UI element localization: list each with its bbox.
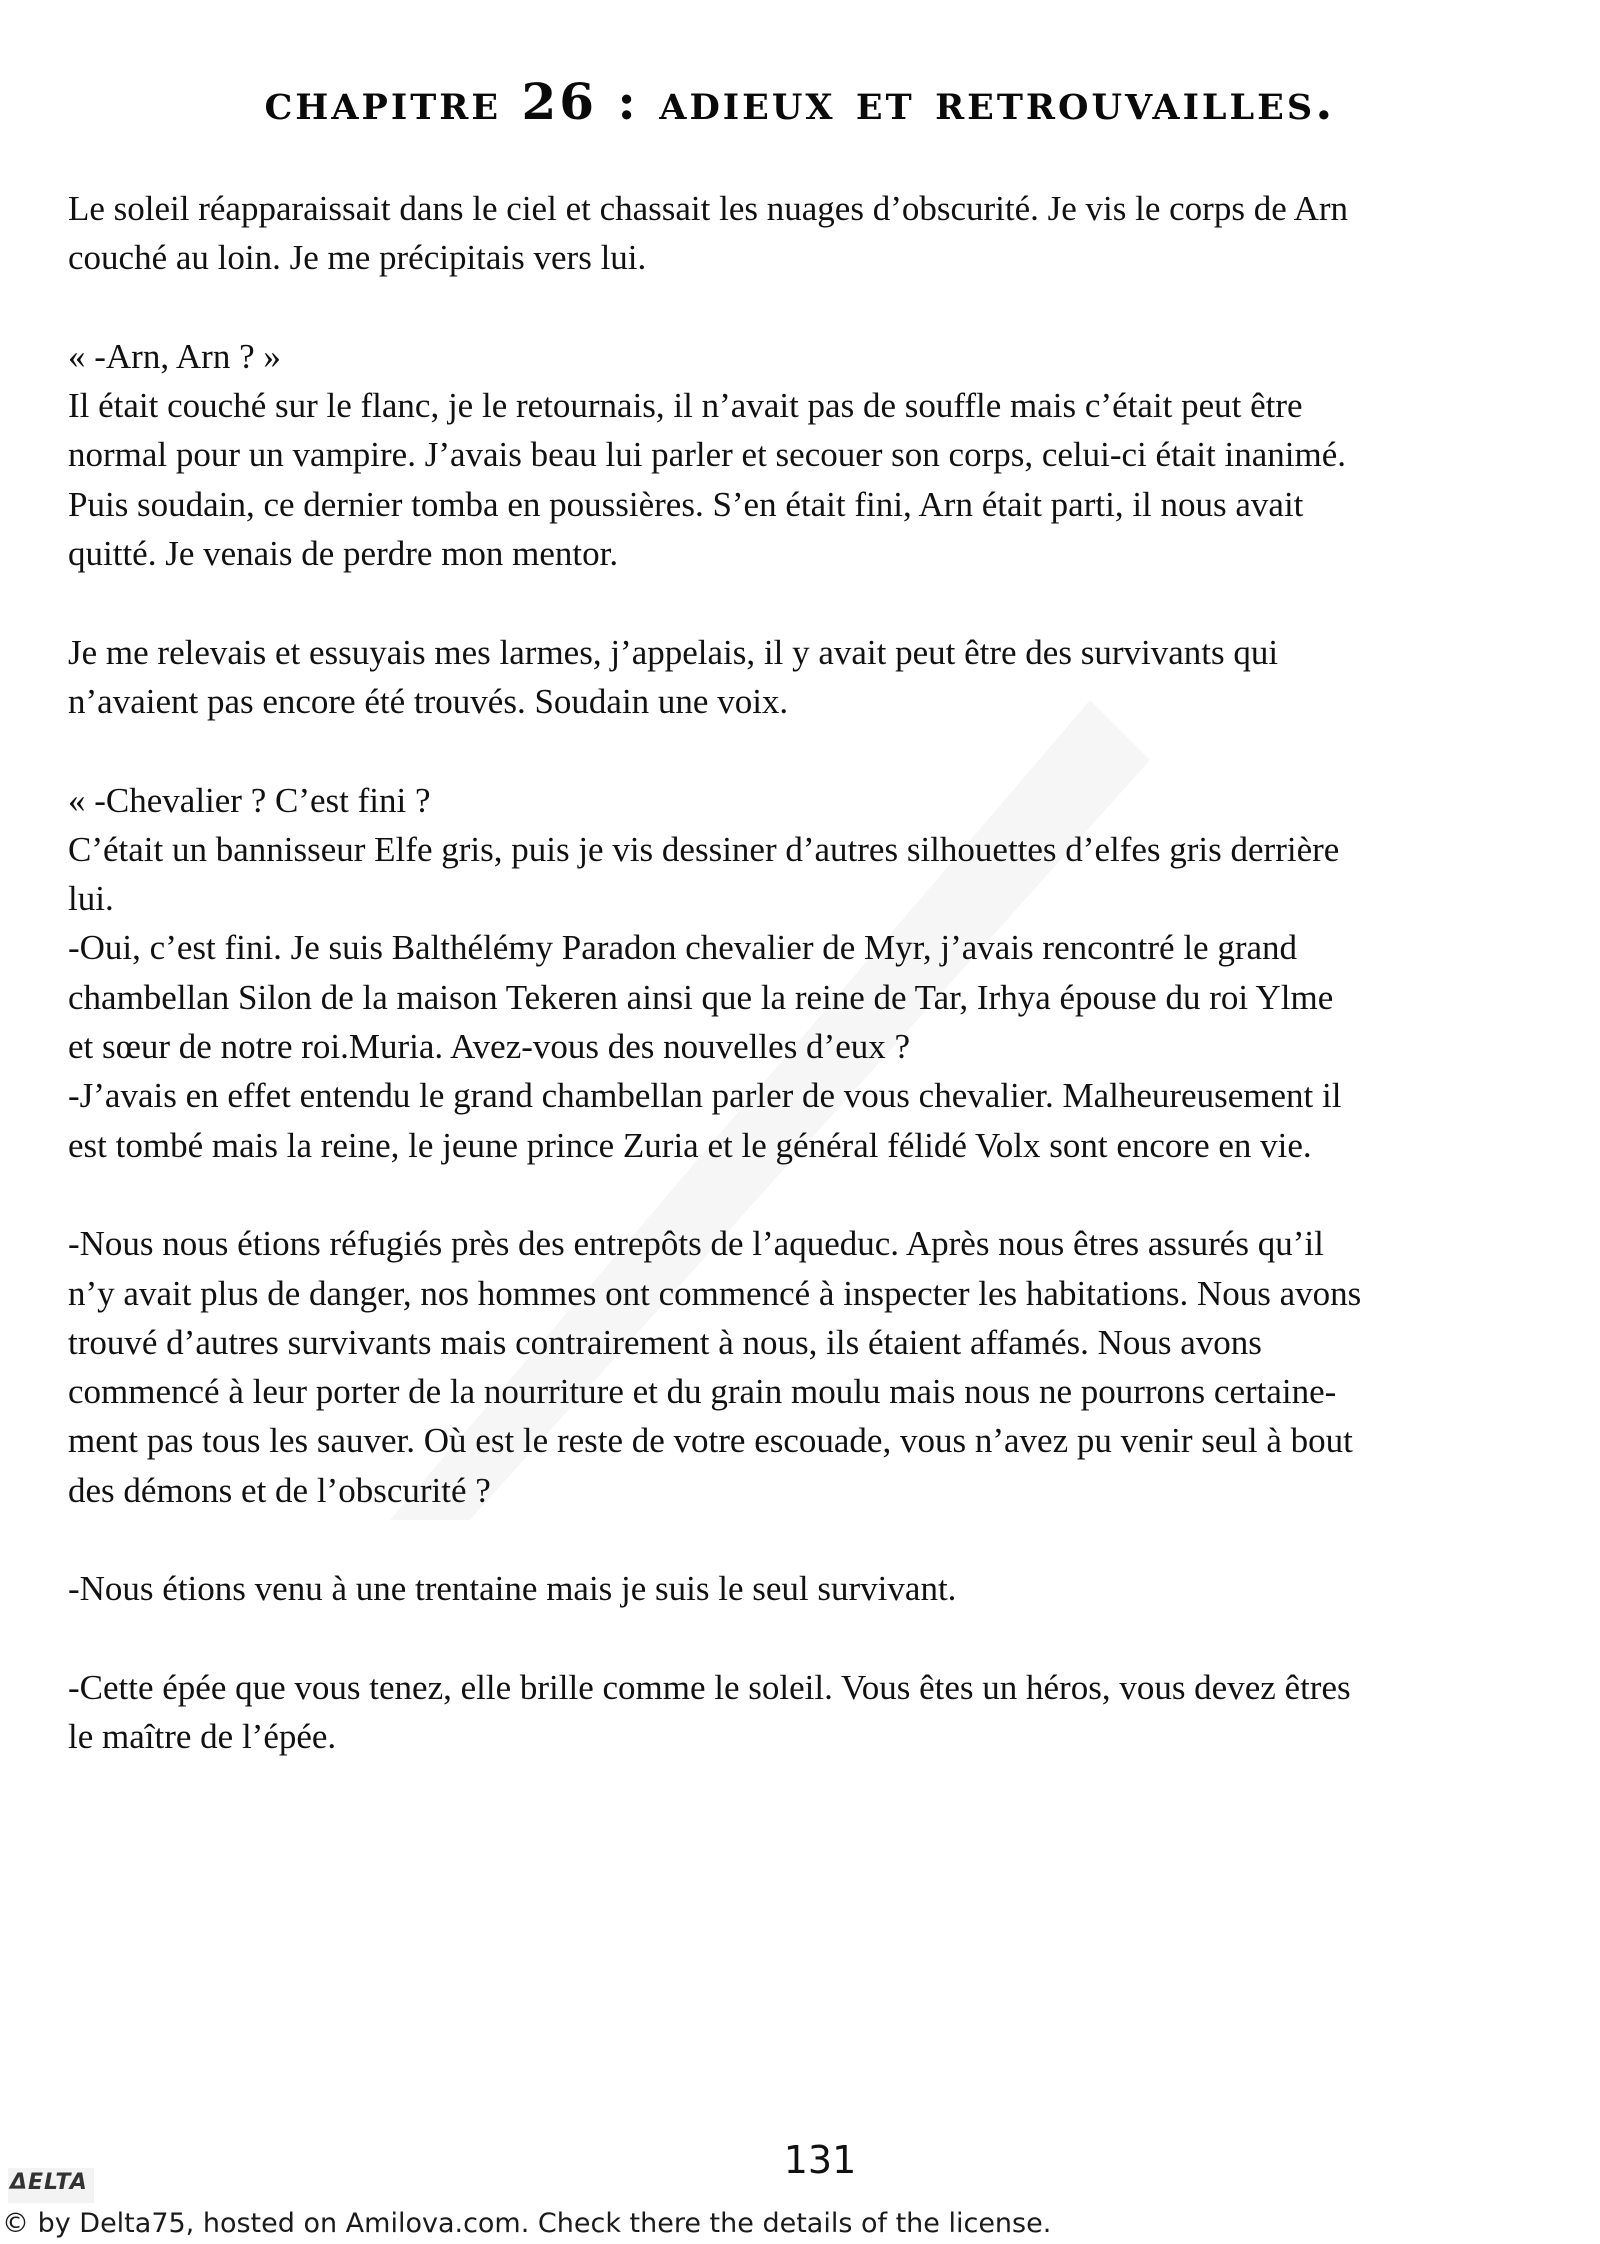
text-line: Je me relevais et essuyais mes larmes, j’appelais, il y avait peut être des survivants qui <box>68 632 1279 672</box>
text-line: le maître de l’épée. <box>68 1717 337 1757</box>
text-line: n’y avait plus de danger, nos hommes ont commencé à inspecter les habitations. Nous avons <box>68 1273 1362 1313</box>
text-line: -Oui, c’est fini. Je suis Balthélémy Paradon chevalier de Myr, j’avais rencontré le grand <box>68 928 1298 968</box>
license-notice: © by Delta75, hosted on Amilova.com. Check there the details of the license. <box>2 2208 1052 2239</box>
paragraph-gap <box>68 726 1568 775</box>
paragraph <box>68 776 1568 1170</box>
text-line: commencé à leur porter de la nourriture et du grain moulu mais nous ne pourrons certaine- <box>68 1372 1337 1412</box>
text-line: normal pour un vampire. J’avais beau lui parler et secouer son corps, celui-ci était inanimé. <box>68 435 1347 475</box>
chapter-title: chapitre 26 : adieux et retrouvailles. <box>264 72 1336 131</box>
text-line: lui. <box>68 879 114 919</box>
text-line: chambellan Silon de la maison Tekeren ainsi que la reine de Tar, Irhya épouse du roi Ylme <box>68 977 1334 1017</box>
page-number: 131 <box>783 2138 857 2182</box>
text-line: ment pas tous les sauver. Où est le reste de votre escouade, vous n’avez pu venir seul à bout <box>68 1421 1353 1461</box>
paragraph <box>68 1564 1568 1613</box>
chapter-body <box>68 184 1568 1762</box>
text-line: trouvé d’autres survivants mais contrairement à nous, ils étaient affamés. Nous avons <box>68 1322 1262 1362</box>
text-line: -J’avais en effet entendu le grand chambellan parler de vous chevalier. Malheureusement il <box>68 1076 1342 1116</box>
text-line: quitté. Je venais de perdre mon mentor. <box>68 534 619 574</box>
text-line: n’avaient pas encore été trouvés. Soudain une voix. <box>68 681 789 721</box>
paragraph-gap <box>68 578 1568 627</box>
text-line: « -Arn, Arn ? » <box>68 336 281 376</box>
paragraph-gap <box>68 1614 1568 1663</box>
text-line: Le soleil réapparaissait dans le ciel et chassait les nuages d’obscurité. Je vis le corps de Arn <box>68 189 1348 228</box>
text-line: C’était un bannisseur Elfe gris, puis je vis dessiner d’autres silhouettes d’elfes gris derrière <box>68 829 1340 869</box>
text-line: Il était couché sur le flanc, je le retournais, il n’avait pas de souffle mais c’était peut être <box>68 386 1303 426</box>
paragraph <box>68 1663 1568 1762</box>
delta-logo: ΔELTA <box>8 2168 94 2203</box>
text-line: « -Chevalier ? C’est fini ? <box>68 780 431 820</box>
text-line: et sœur de notre roi.Muria. Avez-vous des nouvelles d’eux ? <box>68 1027 911 1067</box>
paragraph <box>68 184 1568 283</box>
text-line: Puis soudain, ce dernier tomba en poussières. S’en était fini, Arn était parti, il nous avait <box>68 484 1304 524</box>
text-line: -Cette épée que vous tenez, elle brille comme le soleil. Vous êtes un héros, vous devez êtres <box>68 1667 1351 1707</box>
paragraph <box>68 628 1568 727</box>
text-line: -Nous étions venu à une trentaine mais je suis le seul survivant. <box>68 1569 957 1609</box>
paragraph <box>68 1219 1568 1515</box>
paragraph-gap <box>68 1515 1568 1564</box>
text-line: couché au loin. Je me précipitais vers lui. <box>68 238 647 278</box>
text-line: est tombé mais la reine, le jeune prince Zuria et le général félidé Volx sont encore en vie. <box>68 1125 1312 1165</box>
paragraph-gap <box>68 1170 1568 1219</box>
text-line: -Nous nous étions réfugiés près des entrepôts de l’aqueduc. Après nous êtres assurés qu’il <box>68 1224 1324 1264</box>
paragraph-gap <box>68 283 1568 332</box>
text-line: des démons et de l’obscurité ? <box>68 1470 491 1510</box>
paragraph <box>68 332 1568 578</box>
